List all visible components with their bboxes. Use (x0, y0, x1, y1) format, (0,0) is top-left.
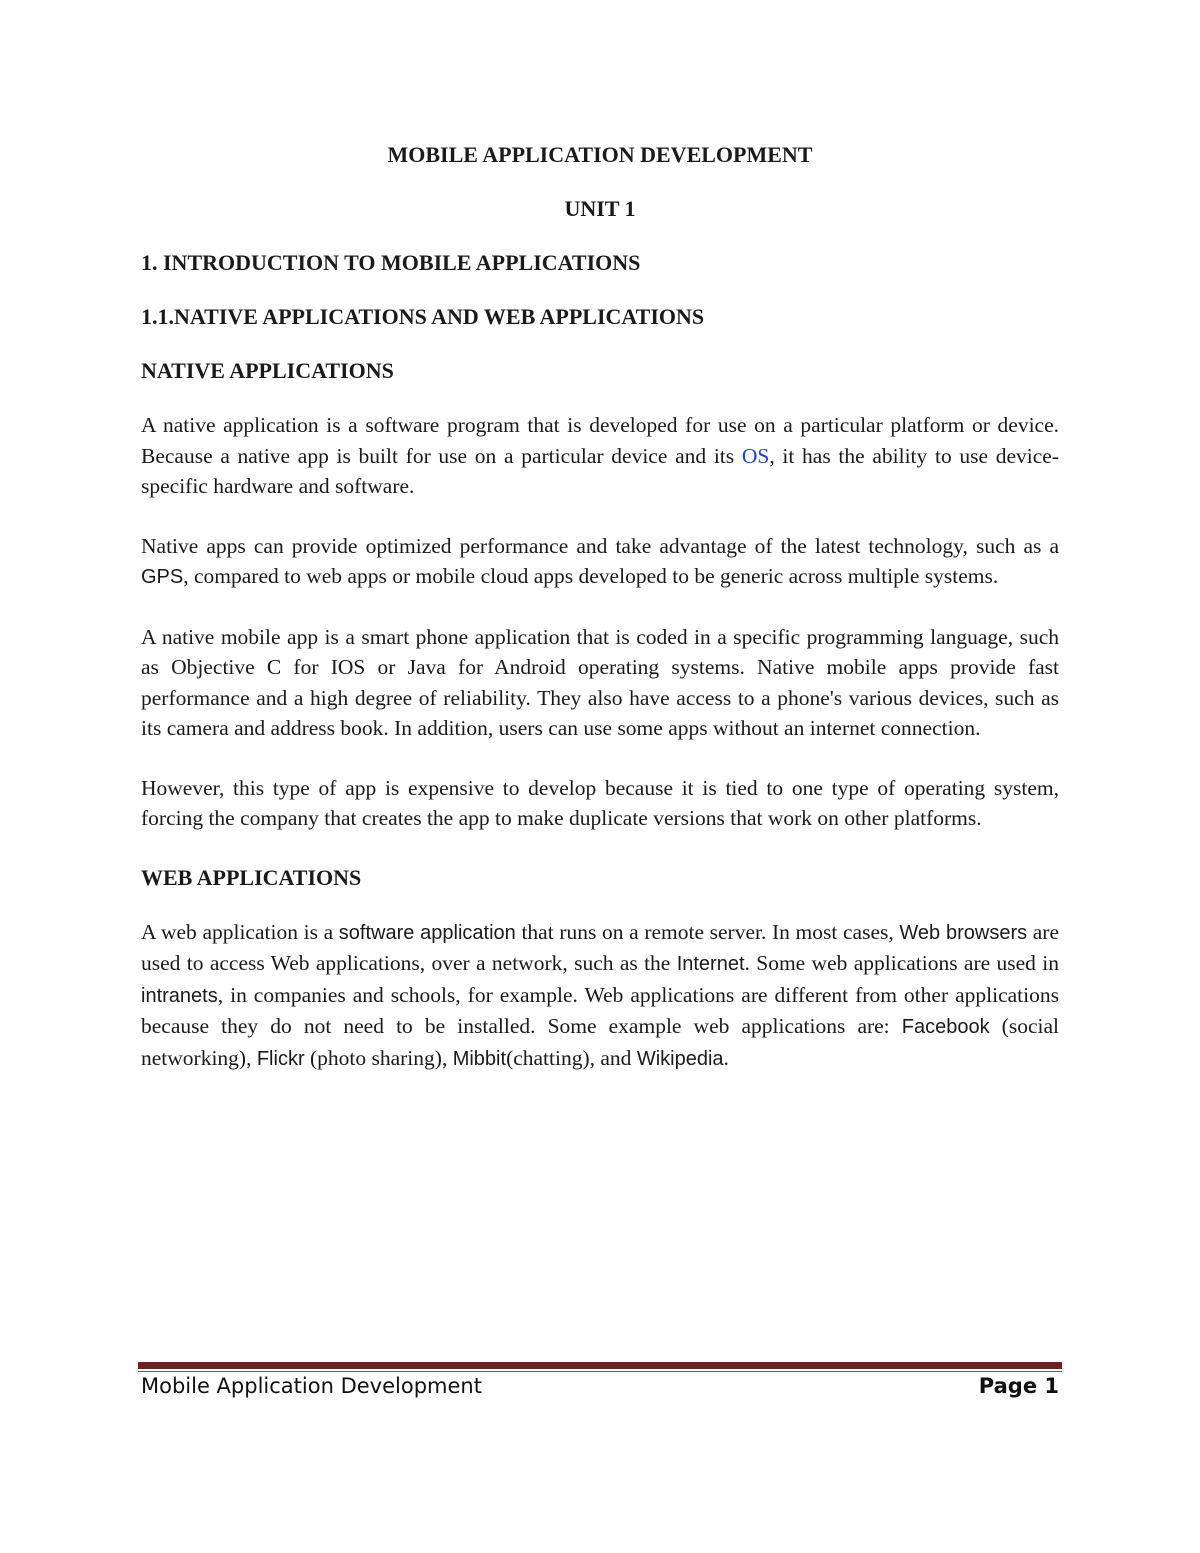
text-run: (chatting), and (506, 1045, 637, 1070)
term-web-browsers: Web browsers (899, 921, 1028, 944)
os-link[interactable]: OS (741, 443, 770, 468)
text-run: . (723, 1045, 729, 1070)
native-paragraph-2 (141, 531, 1059, 593)
text-run: , it has the ability to use device-specific hardware and software. (141, 443, 1060, 498)
web-paragraph (141, 917, 1059, 1075)
text-run: are used to access Web applications, over a network, such as the (141, 919, 1059, 975)
gps-term: GPS (141, 566, 184, 588)
native-paragraph-4: However, this type of app is expensive to develop because it is tied to one type of operating system, forcing the company that creates the app to make duplicate versions that work on other platforms. (141, 775, 1059, 830)
text-run: , in companies and schools, for example. Web applications are different from other applications because they do not need to be installed. Some example web applications are: (141, 982, 1059, 1038)
term-wikipedia: Wikipedia (636, 1047, 724, 1070)
text-run: (social networking), (141, 1014, 1059, 1070)
term-internet: Internet (676, 953, 745, 975)
footer-rule (138, 1362, 1062, 1369)
web-applications-heading: WEB APPLICATIONS (141, 864, 362, 890)
page-footer (141, 1374, 1059, 1404)
text-run: . Some web applications are used in (744, 951, 1059, 975)
term-flickr: Flickr (256, 1047, 305, 1070)
text-run: Native apps can provide optimized performance and take advantage of the latest technology, such as a (141, 533, 1059, 558)
text-run: , compared to web apps or mobile cloud apps developed to be generic across multiple systems. (183, 564, 999, 588)
native-applications-heading: NATIVE APPLICATIONS (141, 358, 394, 383)
term-facebook: Facebook (901, 1016, 990, 1038)
native-paragraph-1 (141, 410, 1059, 502)
subsection-heading: 1.1.NATIVE APPLICATIONS AND WEB APPLICATIONS (141, 304, 705, 329)
footer-rule-thin (138, 1371, 1062, 1372)
term-mibbit: Mibbit (452, 1047, 507, 1070)
document-title: MOBILE APPLICATION DEVELOPMENT (387, 142, 813, 167)
text-run: A native application is a software program that is developed for use on a particular platform or device. Because a native app is built for use on a particular device and its (141, 413, 1059, 468)
unit-label: UNIT 1 (564, 196, 636, 221)
text-run: (photo sharing), (304, 1045, 453, 1070)
term-software-application: software application (338, 921, 516, 944)
footer-document-name: Mobile Application Development (141, 1374, 482, 1398)
page-number: Page 1 (978, 1374, 1059, 1398)
text-run: A web application is a (141, 919, 339, 944)
page-content (141, 140, 1059, 1103)
native-paragraph-3: A native mobile app is a smart phone application that is coded in a specific programming language, such as Objective C for IOS or Java for Android operating systems. Native mobile apps provide fast performance and a high degree of reliability. They also have access to a phone's various devices, such as its camera and address book. In addition, users can use some apps without an internet connection. (141, 624, 1059, 740)
text-run: that runs on a remote server. In most cases, (515, 919, 900, 944)
section-heading: 1. INTRODUCTION TO MOBILE APPLICATIONS (141, 250, 641, 275)
term-intranets: intranets (141, 984, 218, 1007)
